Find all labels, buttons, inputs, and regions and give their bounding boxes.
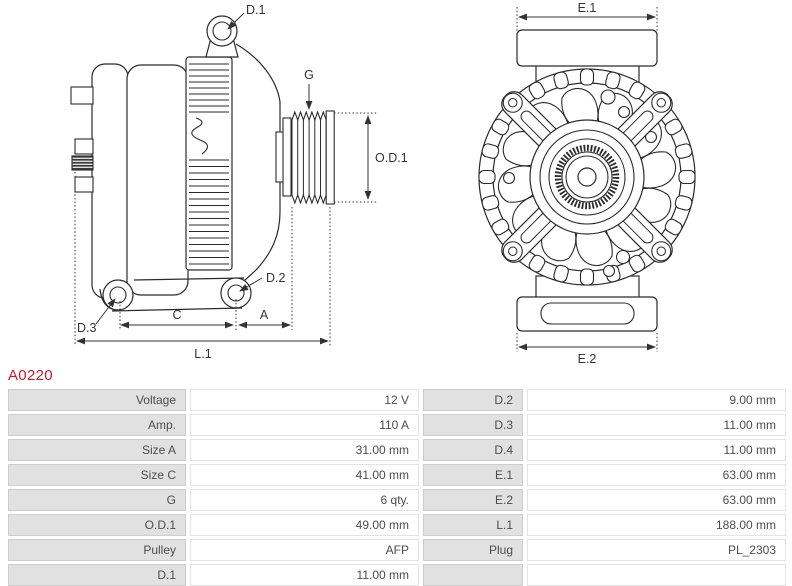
spec-label: E.1 [423, 464, 523, 486]
spec-value: PL_2303 [527, 539, 786, 561]
spec-value: 6 qty. [190, 489, 419, 511]
spec-value: 63.00 mm [527, 489, 786, 511]
spec-label: D.2 [423, 389, 523, 411]
spec-value: 188.00 mm [527, 514, 786, 536]
spec-value: 110 A [190, 414, 419, 436]
spec-value: AFP [190, 539, 419, 561]
dim-label-d3: D.3 [77, 321, 97, 335]
spec-label: O.D.1 [8, 514, 186, 536]
spec-value: 31.00 mm [190, 439, 419, 461]
spec-label: Size A [8, 439, 186, 461]
terminal-stud [72, 156, 93, 170]
top-ear-lug [206, 16, 238, 57]
dim-label-e2: E.2 [577, 352, 597, 366]
spec-label: Size C [8, 464, 186, 486]
spec-label: Pulley [8, 539, 186, 561]
dim-label-d1: D.1 [246, 3, 266, 17]
dim-label-l1: L.1 [194, 347, 212, 361]
part-number: A0220 [8, 367, 53, 384]
front-bracket [236, 44, 280, 281]
spec-table [8, 389, 786, 586]
spec-value: 41.00 mm [190, 464, 419, 486]
spec-label: D.3 [423, 414, 523, 436]
stator-ribs [186, 57, 232, 270]
spec-label [423, 564, 523, 586]
spec-label: D.1 [8, 564, 186, 586]
spec-value: 9.00 mm [527, 389, 786, 411]
front-view [479, 30, 695, 331]
spec-label: D.4 [423, 439, 523, 461]
hub [530, 120, 644, 234]
spec-value [527, 564, 786, 586]
spec-label: G [8, 489, 186, 511]
spec-label: E.2 [423, 489, 523, 511]
spec-value: 11.00 mm [527, 439, 786, 461]
dim-label-e1: E.1 [577, 1, 597, 15]
spec-value: 49.00 mm [190, 514, 419, 536]
spec-label: L.1 [423, 514, 523, 536]
spec-label: Plug [423, 539, 523, 561]
dim-label-c: C [172, 308, 182, 322]
pulley [283, 111, 334, 204]
spec-value: 12 V [190, 389, 419, 411]
spec-label: Amp. [8, 414, 186, 436]
dim-label-g: G [304, 68, 314, 82]
rear-housing [71, 64, 188, 298]
side-view [71, 16, 334, 311]
spec-value: 11.00 mm [527, 414, 786, 436]
spec-value: 11.00 mm [190, 564, 419, 586]
spec-value: 63.00 mm [527, 464, 786, 486]
dim-label-od1: O.D.1 [375, 151, 408, 165]
spec-label: Voltage [8, 389, 186, 411]
dim-label-a: A [259, 308, 269, 322]
dim-label-d2: D.2 [266, 271, 286, 285]
